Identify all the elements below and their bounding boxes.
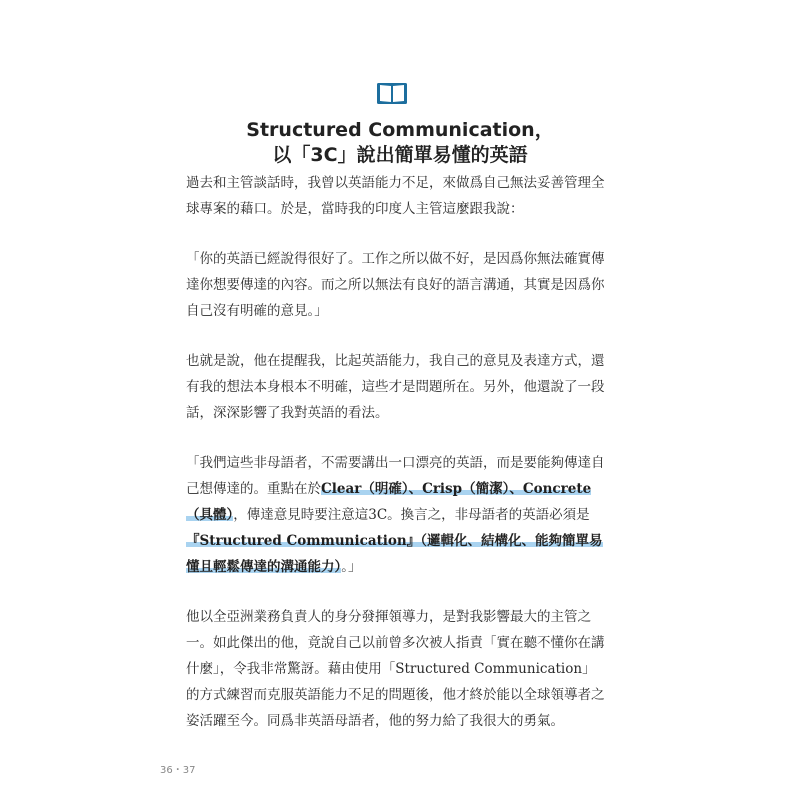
paragraph-2: 「你的英語已經說得很好了。工作之所以做不好，是因爲你無法確實傳達你想要傳達的內容。而之所以無法有良好的語言溝通，其實是因爲你自己沒有明確的意見。」 (186, 251, 605, 319)
highlight-3c: Clear（明確）、Crisp（簡潔）、Concrete（具體） (186, 481, 592, 523)
paragraph-3: 也就是說，他在提醒我，比起英語能力，我自己的意見及表達方式，還有我的想法本身根本不明確，這些才是問題所在。另外，他還說了一段話，深深影響了我對英語的看法。 (186, 353, 605, 421)
open-book-icon (376, 80, 408, 106)
quote-text-1: 「我們這些非母語者，不需要講出一口漂亮的英語，而是要能夠傳達自己想傳達的。重點在於 (186, 455, 605, 497)
article-title-line2: 以「3C」說出簡單易懂的英語 (272, 144, 528, 166)
article-title-line1: Structured Communication， (246, 119, 554, 141)
page-number: 36・37 (160, 765, 196, 776)
highlight-structured-communication: 『Structured Communication』（邏輯化、結構化、能夠簡單易懂且輕鬆傳達的溝通能力） (186, 533, 603, 575)
paragraph-5: 他以全亞洲業務負責人的身分發揮領導力，是對我影響最大的主管之一。如此傑出的他，竟說自己以前曾多次被人指責「實在聽不懂你在講什麼」，令我非常驚訝。藉由使用「Structured Communication」的方式練習而克服英語能力不足的問題後，他才終於能以全球領導者之姿活躍至今。同爲非英語母語者，他的努力給了我很大的勇氣。 (186, 609, 605, 729)
quote-text-3: 。」 (341, 559, 362, 575)
paragraph-4 (186, 450, 608, 580)
article-body (186, 170, 608, 758)
paragraph-1: 過去和主管談話時，我曾以英語能力不足，來做爲自己無法妥善管理全球專案的藉口。於是，當時我的印度人主管這麼跟我說： (186, 175, 605, 217)
quote-text-2: ，傳達意見時要注意這3C。換言之，非母語者的英語必須是 (233, 507, 590, 523)
